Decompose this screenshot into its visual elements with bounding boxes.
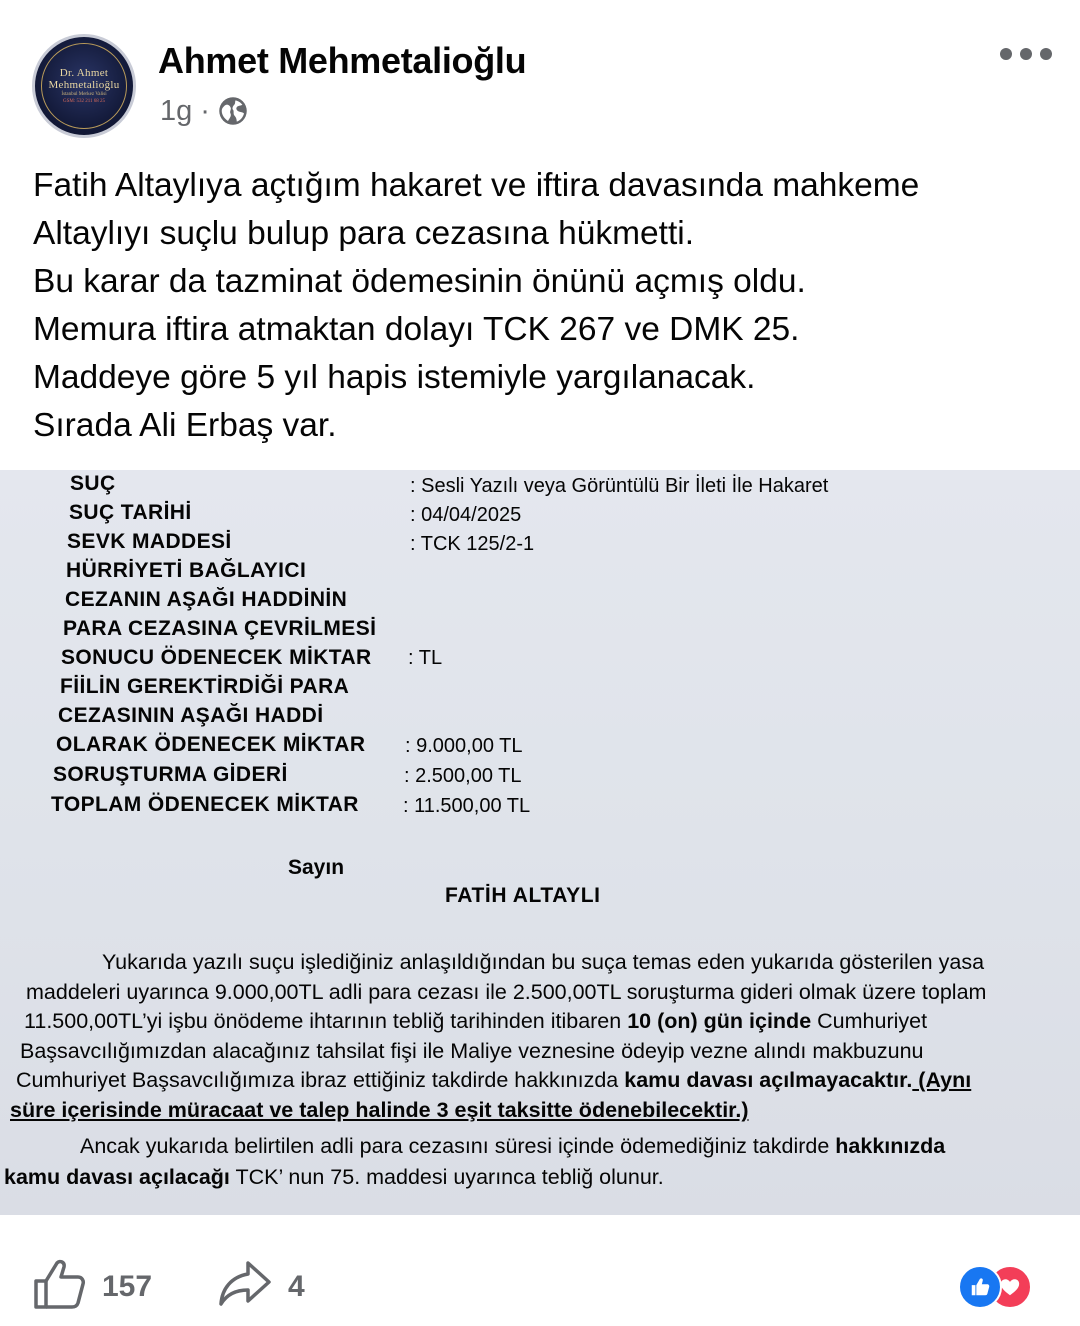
post-line: Bu karar da tazminat ödemesinin önünü açmış oldu. [33,263,806,300]
avatar[interactable] [32,34,136,138]
field-value: : 9.000,00 TL [405,735,523,757]
field-label: CEZANIN AŞAĞI HADDİNİN [65,588,348,611]
document-photo[interactable] [0,470,1080,1215]
salutation: Sayın [288,856,345,879]
field-value: : TCK 125/2-1 [410,533,535,555]
recipient-name: FATİH ALTAYLI [445,884,601,907]
avatar-line1: Dr. Ahmet [59,67,109,79]
share-arrow-icon[interactable] [218,1259,272,1309]
post-line: Maddeye göre 5 yıl hapis istemiyle yargılanacak. [33,359,756,396]
field-label: OLARAK ÖDENECEK MİKTAR [56,733,366,756]
heart-glyph [999,1276,1021,1298]
meta-separator: · [200,94,210,127]
text-run: TCK’ nun 75. maddesi uyarınca tebliğ olunur. [229,1165,664,1189]
like-reaction-icon [958,1265,1002,1309]
share-count[interactable]: 4 [288,1270,305,1303]
text-run: 11.500,00TL’yi işbu önödeme ihtarının tebliğ tarihinden itibaren [24,1009,628,1033]
paragraph-line [24,1009,927,1034]
paragraph-line [80,1134,945,1159]
reactions-summary[interactable] [958,1265,1048,1309]
text-run: Cumhuriyet Başsavcılığımıza ibraz ettiğiniz takdirde hakkınızda [16,1068,625,1092]
field-label: TOPLAM ÖDENECEK MİKTAR [51,793,359,816]
author-name[interactable]: Ahmet Mehmetalioğlu [158,40,527,81]
field-label: SUÇ TARİHİ [69,501,192,524]
avatar-line2: Mehmetalioğlu [48,79,120,91]
text-run: Ancak yukarıda belirtilen adli para cezasını süresi içinde ödemediğiniz takdirde [80,1134,836,1158]
post-header [0,0,1080,150]
text-run: Cumhuriyet [811,1009,928,1033]
avatar-line4: GSM: 532 211 68 25 [62,99,106,104]
paragraph-line: maddeleri uyarınca 9.000,00TL adli para cezası ile 2.500,00TL soruşturma gideri olmak üzere toplam [26,980,987,1004]
field-label: CEZASININ AŞAĞI HADDİ [58,704,324,727]
thumbs-up-icon[interactable] [32,1257,86,1311]
field-value: : 11.500,00 TL [403,795,531,817]
paragraph-line: Başsavcılığımızdan alacağınız tahsilat fişi ile Maliye veznesine ödeyip vezne alındı makbuzunu [20,1039,924,1063]
field-label: SORUŞTURMA GİDERİ [53,763,288,786]
post-line: Fatih Altaylıya açtığım hakaret ve iftira davasında mahkeme [33,167,920,204]
more-dot [1000,48,1012,60]
text-run-bold: kamu davası açılacağı [4,1165,230,1189]
field-label: HÜRRİYETİ BAĞLAYICI [66,559,307,582]
paragraph-line [16,1068,971,1093]
thumbs-up-glyph [969,1276,991,1298]
post-time[interactable]: 1g [160,94,193,127]
more-dot [1020,48,1032,60]
text-run-bold: hakkınızda [835,1134,946,1158]
avatar-ring [41,43,127,129]
post-text [33,162,1063,450]
globe-icon[interactable] [218,96,248,126]
post-meta [160,94,248,128]
field-value: : Sesli Yazılı veya Görüntülü Bir İleti İle Hakaret [410,475,829,497]
paragraph-line: Yukarıda yazılı suçu işlediğiniz anlaşıldığından bu suça temas eden yukarıda gösterilen yasa [102,950,985,974]
field-label: SONUCU ÖDENECEK MİKTAR [61,646,372,669]
more-options-icon[interactable] [1000,42,1052,66]
field-value: : TL [408,647,443,669]
field-label: PARA CEZASINA ÇEVRİLMESİ [63,617,377,640]
post-footer [0,1215,1080,1326]
paragraph-line [4,1165,664,1190]
text-run-bold: 10 (on) gün içinde [627,1009,812,1033]
text-run-bold: kamu davası açılmayacaktır. [624,1068,913,1092]
field-label: SEVK MADDESİ [67,530,232,553]
field-value: : 2.500,00 TL [404,765,522,787]
paragraph-line [10,1098,748,1123]
more-dot [1040,48,1052,60]
field-value: : 04/04/2025 [410,504,522,526]
field-label: SUÇ [70,472,116,495]
post-line: Memura iftira atmaktan dolayı TCK 267 ve DMK 25. [33,311,800,348]
field-label: FİİLİN GEREKTİRDİĞİ PARA [60,675,350,698]
text-run-underlined: (Aynı [912,1068,972,1092]
post-line: Sırada Ali Erbaş var. [33,407,337,444]
text-run-underlined: süre içerisinde müracaat ve talep halinde 3 eşit taksitte ödenebilecektir.) [10,1098,749,1122]
post-line: Altaylıyı suçlu bulup para cezasına hükmetti. [33,215,695,252]
like-count[interactable]: 157 [102,1270,153,1303]
avatar-line3: İstanbul Merkez Valisi [61,92,107,97]
